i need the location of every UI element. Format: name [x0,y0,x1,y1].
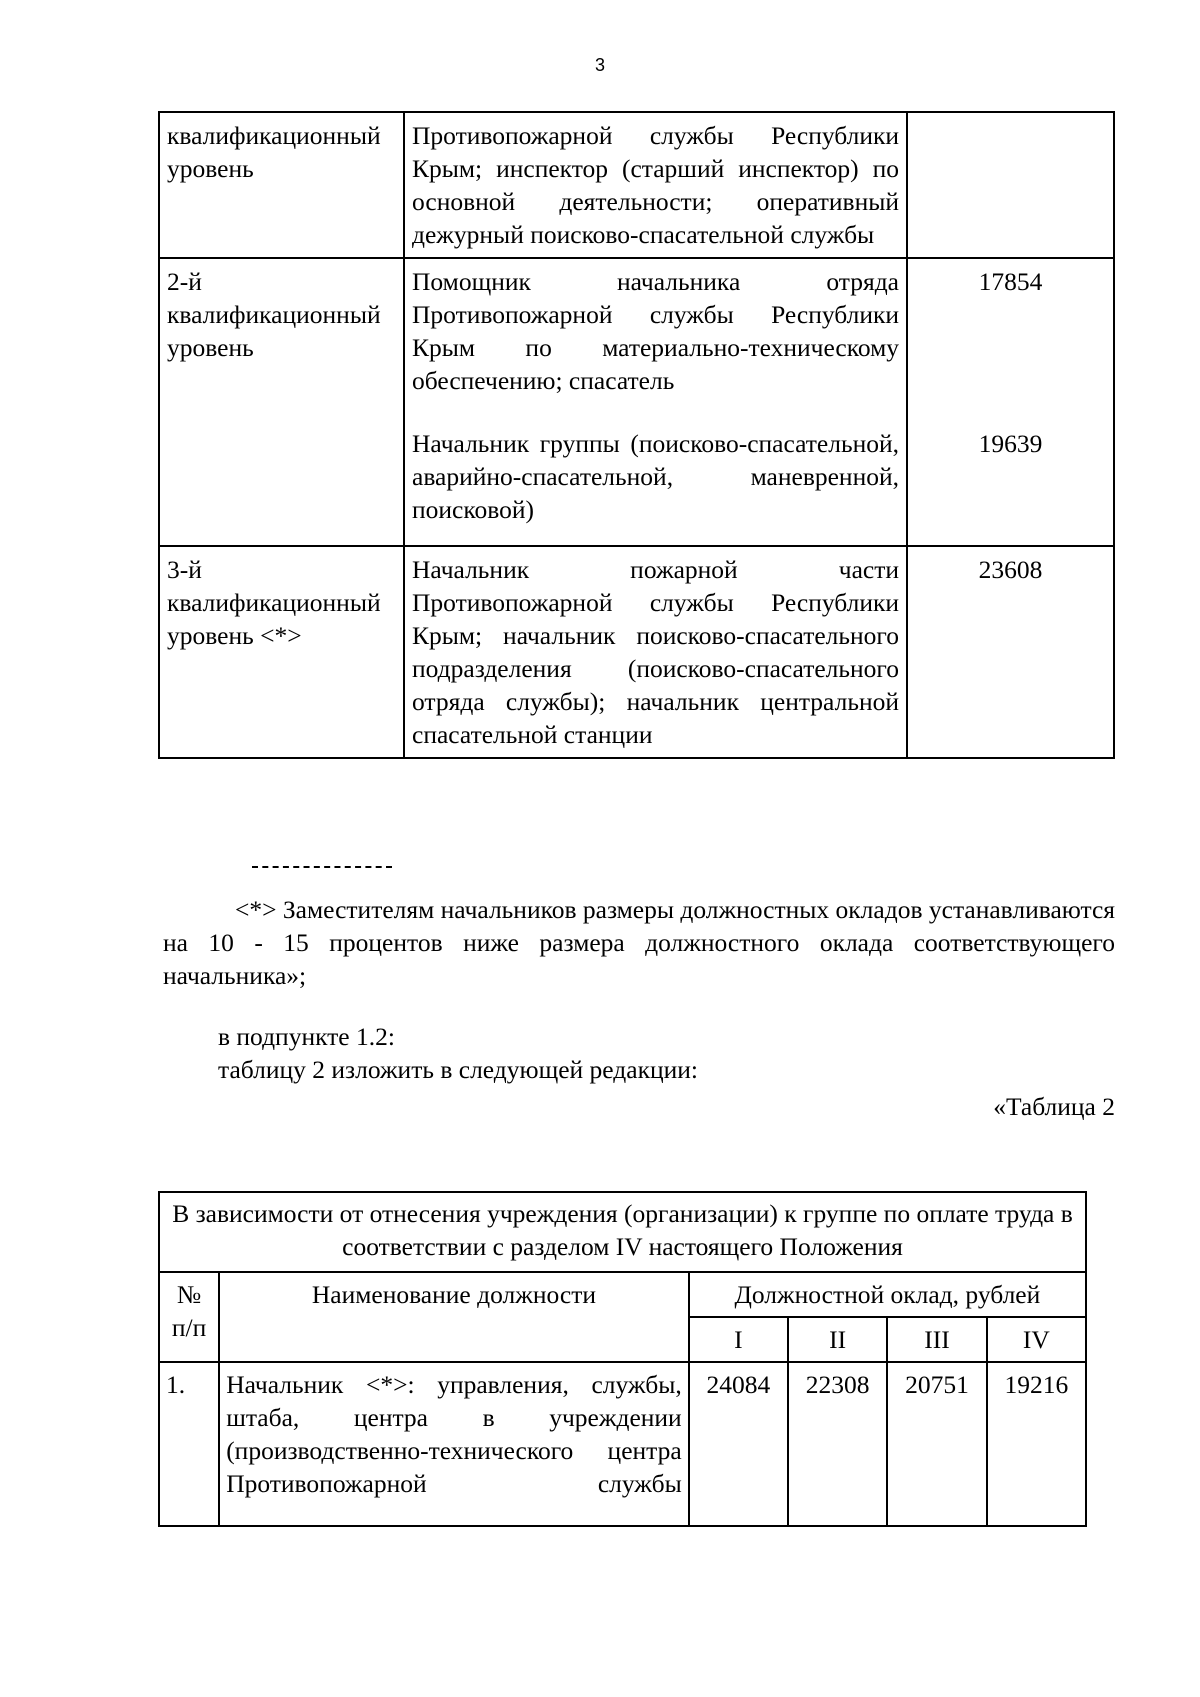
table-row [159,1362,1086,1526]
salary-value: 19639 [978,429,1043,458]
level-line: уровень [167,333,254,362]
position-cell [404,112,907,258]
level-line: квалификационный [167,300,381,329]
salary-value: 22308 [788,1362,887,1526]
col-header-number: № п/п [159,1272,219,1362]
subpoint-text: в подпункте 1.2: [218,1022,395,1051]
group-header: III [887,1317,986,1362]
position-text: Начальник группы (поисково-спасательной, аварийно-спасательной, маневренной, поисковой) [412,429,899,524]
position-name: Начальник <*>: управления, службы, штаба, центра в учреждении (производственно-технического центра Противопожарной службы [219,1362,689,1526]
level-line: квалификационный [167,588,381,617]
position-cell [404,258,907,546]
salary-value: 23608 [978,555,1043,584]
position-cell [404,546,907,758]
level-line: 3-й [167,555,202,584]
level-line: уровень <*> [167,621,302,650]
level-cell [159,546,404,758]
level-cell [159,112,404,258]
group-header: II [788,1317,887,1362]
level-line: 2-й [167,267,202,296]
table-header-row [159,1272,1086,1317]
col-header-position: Наименование должности [219,1272,689,1362]
salary-cell [907,112,1114,258]
salary-value: 20751 [887,1362,986,1526]
row-number: 1. [159,1362,219,1526]
salary-value: 17854 [978,267,1043,296]
col-header-salary: Должностной оклад, рублей [689,1272,1086,1317]
position-text: Начальник пожарной части Противопожарной службы Республики Крым; начальник поисково-спасательного подразделения (поисково-спасательного отряда службы); начальник центральной спасательной станции [412,555,899,749]
level-line: квалификационный [167,121,381,150]
salary-value: 19216 [987,1362,1086,1526]
table-title: В зависимости от отнесения учреждения (организации) к группе по оплате труда в соответствии с разделом IV настоящего Положения [159,1192,1086,1272]
salary-table-qualification-levels [158,111,1115,759]
salary-cell [907,258,1114,546]
group-header: I [689,1317,788,1362]
salary-value: 24084 [689,1362,788,1526]
salary-cell [907,546,1114,758]
level-cell [159,258,404,546]
group-header: IV [987,1317,1086,1362]
table-row [159,258,1114,546]
table-title-row [159,1192,1086,1272]
position-text: Помощник начальника отряда Противопожарной службы Республики Крым по материально-техническому обеспечению; спасатель [412,267,899,395]
page-number: 3 [594,55,605,75]
table-row [159,546,1114,758]
instruction-text: таблицу 2 изложить в следующей редакции: [218,1055,698,1084]
table-row [159,112,1114,258]
salary-table-groups [158,1191,1087,1527]
table-caption: «Таблица 2 [993,1092,1115,1121]
position-text: Противопожарной службы Республики Крым; инспектор (старший инспектор) по основной деятельности; оперативный дежурный поисково-спасательной службы [412,121,899,249]
footnote-text: <*> Заместителям начальников размеры должностных окладов устанавливаются на 10 - 15 процентов ниже размера должностного оклада соответствующего начальника»; [163,895,1115,990]
level-line: уровень [167,154,254,183]
footnote-separator [252,866,392,868]
